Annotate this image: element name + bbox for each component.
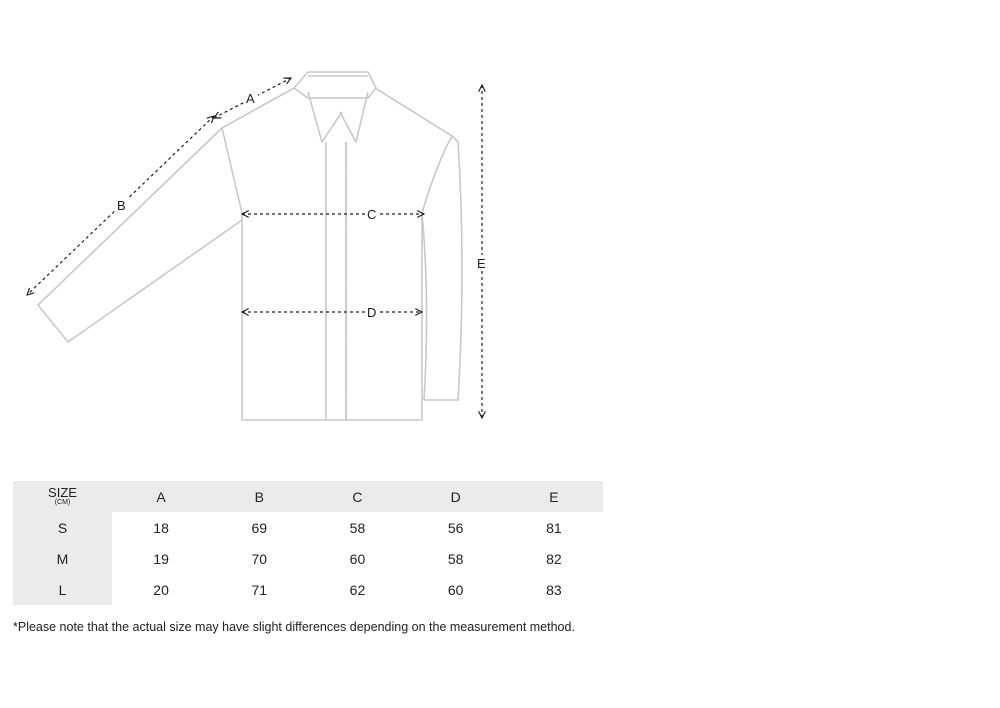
- value-cell: 82: [546, 550, 562, 567]
- size-header-cell: [13, 481, 112, 512]
- value-cell: 71: [251, 581, 268, 598]
- value-cell: 70: [251, 550, 268, 567]
- value-cell: 81: [546, 519, 562, 536]
- column-header-b: B: [210, 481, 308, 512]
- label-d: D: [367, 305, 377, 320]
- value-cell: 58: [447, 550, 464, 567]
- label-c: C: [367, 207, 377, 222]
- left-sleeve: [38, 128, 242, 342]
- size-cell: L: [13, 574, 112, 605]
- table-header-row: [13, 481, 603, 512]
- value-cell: 18: [153, 519, 169, 536]
- size-cell: M: [13, 543, 112, 574]
- value-cell: 56: [447, 519, 464, 536]
- size-unit-label: (CM): [54, 499, 71, 506]
- table-row: [13, 512, 603, 543]
- column-header-d: D: [407, 481, 505, 512]
- label-e: E: [477, 256, 486, 271]
- column-header-e: E: [505, 481, 603, 512]
- shirt-body: [222, 88, 452, 420]
- value-cell: 69: [251, 519, 268, 536]
- column-header-a: A: [112, 481, 210, 512]
- measurement-lines: [27, 78, 482, 418]
- placket: [326, 142, 346, 420]
- value-cell: 20: [153, 581, 169, 598]
- collar-left-point: [308, 92, 342, 142]
- value-cell: 60: [349, 550, 366, 567]
- label-a: A: [246, 91, 255, 106]
- table-row: [13, 574, 603, 605]
- value-cell: 83: [546, 581, 562, 598]
- right-sleeve: [424, 136, 462, 400]
- size-chart-table: [13, 481, 603, 605]
- size-cell: S: [13, 512, 112, 543]
- value-cell: 60: [447, 581, 464, 598]
- column-header-c: C: [308, 481, 406, 512]
- label-b: B: [117, 198, 126, 213]
- value-cell: 62: [349, 581, 366, 598]
- size-header-label: SIZE: [48, 485, 77, 500]
- value-cell: 19: [153, 550, 169, 567]
- table-row: [13, 543, 603, 574]
- shirt-outline: [38, 72, 462, 420]
- collar-right-point: [340, 92, 368, 142]
- value-cell: 58: [349, 519, 366, 536]
- measurement-footnote: *Please note that the actual size may have slight differences depending on the measurement method.: [13, 620, 575, 634]
